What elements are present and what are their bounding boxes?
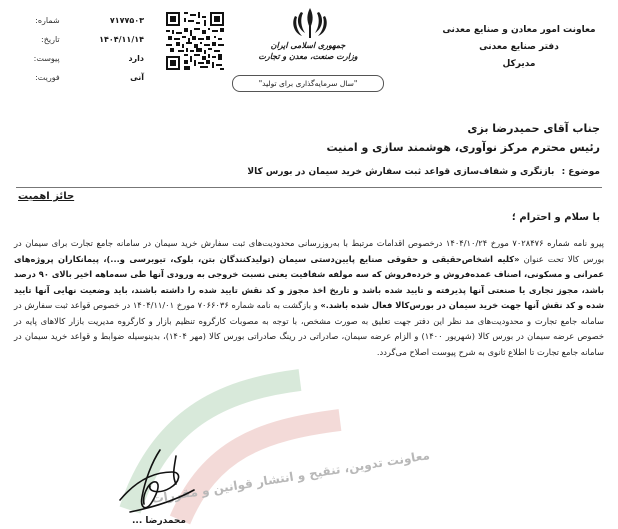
organization-header [434,22,604,73]
letter-number: ۷۱۷۷۵۰۳ [109,16,144,25]
meta-urgency-row [18,68,148,87]
year-slogan: "سال سرمایه‌گذاری برای تولید" [232,75,384,92]
signer-name: محمدرضا ... [132,516,186,526]
meta-attachment-row [18,49,148,68]
letter-attachment: دارد [128,54,144,63]
letter-body [14,236,604,360]
body-quoted-condition: «کلیه اشخاص‌حقیقی و حقوقی صنایع پایین‌دستی سیمان (تولیدکنندگان بتن، بلوک، تیوبرسی و...)، پیمانکاران پروژه‌های عمرانی و مسکونی، اصناف عمده‌فروش و خرده‌فروش که سه مولفه شفافیت یعنی نسبت خروجی به ورودی آنها طی سه‌ماهه اخیر بالای ۹۰ درصد باشد، مجوز تجاری یا صنعتی آنها پذیرفته و تایید شده باشد و تاریخ اخذ مجوز و کد نقش تایید شده را داشته باشند، باید وضعیت نهایی آنها تایید شده و کد نقش آنها جهت خرید سیمان در بورس‌کالا فعال شده باشد.» [14,253,605,310]
meta-date-row [18,30,148,49]
body-paragraph: و بازگشت به نامه شماره ۷۰۶۶۰۳۶ مورخ ۱۴۰۴/۱۱/۰۱ در خصوص قواعد ثبت سفارش در سامانه جامع تجارت و محدودیت‌های مد نظر این دفتر جهت تعلیق به صورت مشخص، با توجه به مصوبات کارگروه تنظیم بازار و کارگروه مدیریت بازار کالاهای پایه در خصوص عرضه سیمان در بورس کالا (شهریور ۱۴۰۰) و الزام عرضه سیمان، صادراتی در رینگ صادراتی بورس کالا (مهر ۱۴۰۴)، بدینوسیله ضوابط و قواعد خرید سیمان در سامانه جامع تجارت تا اطلاع ثانوی به شرح پیوست اصلاح می‌گردد. [14,300,604,357]
republic-line: جمهوری اسلامی ایران [270,41,346,50]
meta-number-row [18,11,148,30]
letter-meta [18,11,148,87]
subject-label: موضوع : [561,167,600,177]
org-line: معاونت امور معادن و صنایع معدنی [442,25,596,35]
subject-line [247,167,600,177]
priority-note: حائز اهمیت [18,191,75,202]
letter-date: ۱۴۰۴/۱۱/۱۴ [99,35,144,44]
divider [16,187,602,188]
letter-urgency: آنی [130,73,144,82]
ministry-line: وزارت صنعت، معدن و تجارت [258,52,358,61]
iran-emblem-icon [288,6,332,40]
org-line: مدیرکل [502,59,536,69]
meta-label: تاریخ: [41,35,60,44]
org-line: دفتر صنایع معدنی [479,42,559,52]
addressee-title: رئیس محترم مرکز نوآوری، هوشمند سازی و امنیت [326,141,600,154]
watermark-text: معاونت تدوین، تنقیح و انتشار قوانین و مقررات [150,448,431,506]
meta-label: شماره: [35,16,60,25]
signature-icon [90,442,210,522]
subject-text: بازنگری و شفاف‌سازی قواعد ثبت سفارش خرید سیمان در بورس کالا [247,167,555,177]
addressee-name: جناب آقای حمیدرضا بزی [467,122,600,135]
meta-label: فوریت: [35,73,60,82]
qr-code-icon [166,12,224,70]
meta-label: پیوست: [33,54,60,63]
body-paragraph: پیرو نامه شماره ۷۰۲۸۴۷۶ مورخ ۱۴۰۴/۱۰/۲۴ درخصوص اقدامات مرتبط با به‌روزرسانی محدودیت‌های ثبت سفارش خرید سیمان در سامانه جامع تجارت برای سیمان در بورس کالا تحت عنوان [14,238,604,264]
republic-title [258,40,358,62]
greeting: با سلام و احترام ؛ [511,212,600,223]
